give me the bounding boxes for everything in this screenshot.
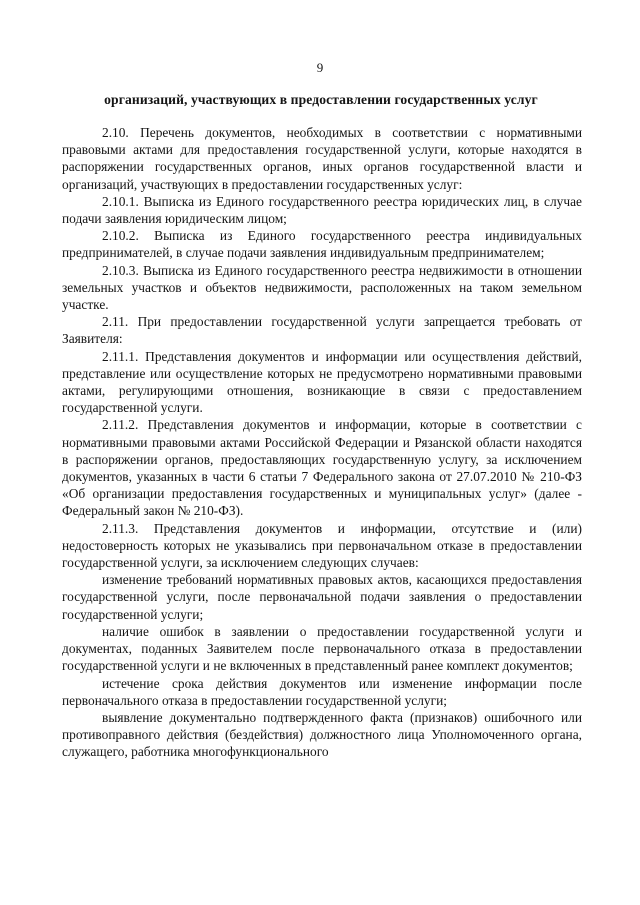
paragraph-2-11-3: 2.11.3. Представления документов и информации, отсутствие и (или) недостоверность которых не указывались при первоначальном отказе в предоставлении государственной услуги, за исключением следующих случаев: [62, 520, 582, 571]
list-item-case-4: выявление документально подтвержденного факта (признаков) ошибочного или противоправного действия (бездействия) должностного лица Уполномоченного органа, служащего, работника многофункционального [62, 709, 582, 760]
paragraph-2-11: 2.11. При предоставлении государственной услуги запрещается требовать от Заявителя: [62, 314, 582, 347]
paragraph-2-11-2: 2.11.2. Представления документов и информации, которые в соответствии с нормативными правовыми актами Российской Федерации и Рязанской области находятся в распоряжении органов, предоставляющих государственную услугу, за исключением документов, указанных в части 6 статьи 7 Федерального закона от 27.07.2010 № 210-ФЗ «Об организации предоставления государственных и муниципальных услуг» (далее - Федеральный закон № 210-ФЗ). [62, 417, 582, 519]
paragraph-2-10: 2.10. Перечень документов, необходимых в соответствии с нормативными правовыми актами для предоставления государственной услуги, которые находятся в распоряжении государственных органов, иных органов государственной власти и организаций, участвующих в предоставлении государственных услуг: [62, 125, 582, 192]
page-number: 9 [316, 60, 324, 75]
paragraph-2-10-1: 2.10.1. Выписка из Единого государственного реестра юридических лиц, в случае подачи заявления юридическим лицом; [62, 193, 582, 227]
paragraph-2-11-1: 2.11.1. Представления документов и информации или осуществления действий, представление или осуществление которых не предусмотрено нормативными правовыми актами, регулирующими отношения, возникающие в связи с предоставлением государственной услуги. [62, 348, 582, 416]
document-body [62, 124, 582, 761]
list-item-case-2: наличие ошибок в заявлении о предоставлении государственной услуги и документах, поданных Заявителем после первоначального отказа в предоставлении государственной услуги и не включенных в представленный ранее комплект документов; [62, 623, 582, 674]
list-item-case-3: истечение срока действия документов или изменение информации после первоначального отказа в предоставлении государственной услуги; [62, 675, 582, 708]
paragraph-2-10-3: 2.10.3. Выписка из Единого государственного реестра недвижимости в отношении земельных участков и объектов недвижимости, расположенных на таком земельном участке. [62, 262, 582, 313]
section-heading: организаций, участвующих в предоставлении государственных услуг [104, 92, 538, 107]
list-item-case-1: изменение требований нормативных правовых актов, касающихся предоставления государственной услуги, после первоначальной подачи заявления о предоставлении государственной услуги; [62, 572, 582, 622]
paragraph-2-10-2: 2.10.2. Выписка из Единого государственного реестра индивидуальных предпринимателей, в случае подачи заявления индивидуальным предпринимателем; [62, 228, 582, 261]
